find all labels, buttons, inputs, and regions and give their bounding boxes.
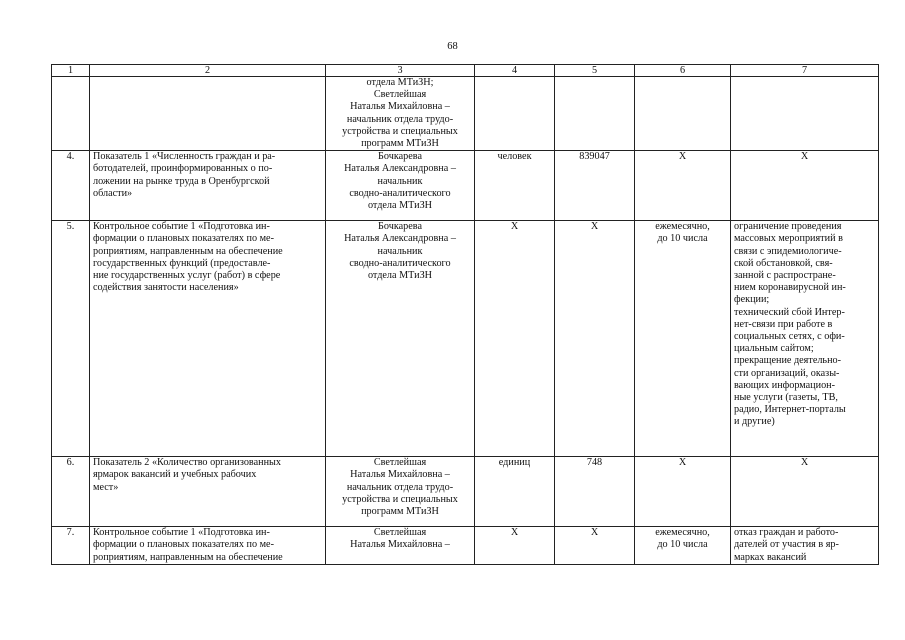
table-row: [52, 457, 879, 527]
description-cell-line: формации о плановых показателях по ме-: [93, 539, 274, 551]
notes-cell-line: циальным сайтом;: [734, 343, 814, 355]
notes-cell-line: нет-связи при работе в: [734, 318, 833, 330]
description-cell-line: содействия занятости населения»: [93, 282, 239, 294]
description-cell-line: роприятиям, направленным на обеспечение: [93, 551, 283, 563]
period-cell-line: до 10 числа: [657, 233, 708, 245]
notes-cell: [731, 151, 879, 221]
notes-cell-line: дателей от участия в яр-: [734, 539, 839, 551]
notes-cell: [731, 221, 879, 457]
column-header: 4: [475, 65, 555, 77]
notes-cell-line: отказ граждан и работо-: [734, 527, 839, 539]
notes-cell: [731, 77, 879, 151]
responsible-cell: [326, 457, 475, 527]
period-cell: [635, 221, 731, 457]
responsible-cell-line: программ МТиЗН: [361, 506, 439, 518]
period-cell: [635, 457, 731, 527]
row-number-cell: 5.: [52, 221, 90, 457]
table-header-row: [52, 65, 879, 77]
column-header: 2: [90, 65, 326, 77]
responsible-cell-line: начальник: [377, 175, 423, 187]
unit-cell: человек: [475, 151, 555, 221]
description-cell: [90, 221, 326, 457]
responsible-cell-line: программ МТиЗН: [361, 138, 439, 150]
table-row: [52, 77, 879, 151]
table-row: [52, 221, 879, 457]
notes-cell-line: марках вакансий: [734, 551, 807, 563]
description-cell-line: ярмарок вакансий и учебных рабочих: [93, 469, 257, 481]
notes-cell-line: массовых мероприятий в: [734, 233, 843, 245]
notes-cell-line: прекращение деятельно-: [734, 355, 842, 367]
description-cell-line: ложении на рынке труда в Оренбургской: [93, 175, 270, 187]
notes-cell-line: радио, Интернет-порталы: [734, 404, 846, 416]
document-table: [51, 64, 879, 565]
column-header: 7: [731, 65, 879, 77]
responsible-cell-line: отдела МТиЗН;: [366, 77, 434, 88]
responsible-cell-line: устройства и специальных: [342, 125, 458, 137]
responsible-cell-line: начальник отдела трудо-: [346, 481, 454, 493]
description-cell-line: ние государственных услуг (работ) в сфере: [93, 270, 281, 282]
responsible-cell-line: Наталья Михайловна –: [350, 101, 450, 113]
description-cell-line: ботодателей, проинформированных о по-: [93, 163, 273, 175]
notes-cell-line: ограничение проведения: [734, 221, 842, 233]
notes-cell-line: и другие): [734, 416, 775, 428]
row-number-cell: [52, 77, 90, 151]
period-cell-line: до 10 числа: [657, 539, 708, 551]
value-cell: 839047: [555, 151, 635, 221]
responsible-cell: [326, 77, 475, 151]
value-cell: [555, 77, 635, 151]
period-cell-line: X: [678, 151, 687, 163]
period-cell-line: ежемесячно,: [655, 221, 710, 233]
page-number: 68: [447, 41, 458, 52]
column-header: 3: [326, 65, 475, 77]
column-header: 6: [635, 65, 731, 77]
period-cell: [635, 151, 731, 221]
unit-cell: [475, 77, 555, 151]
period-cell: [635, 77, 731, 151]
responsible-cell-line: Бочкарева: [378, 221, 422, 233]
row-number-cell: 6.: [52, 457, 90, 527]
notes-cell: [731, 457, 879, 527]
period-cell: [635, 527, 731, 565]
table-row: [52, 151, 879, 221]
responsible-cell-line: устройства и специальных: [342, 493, 458, 505]
notes-cell-line: сти организаций, оказы-: [734, 367, 840, 379]
description-cell: [90, 457, 326, 527]
description-cell-line: Контрольное событие 1 «Подготовка ин-: [93, 527, 270, 539]
notes-cell-line: социальных сетях, с офи-: [734, 331, 845, 343]
column-header: 1: [52, 65, 90, 77]
notes-cell-line: вающих информацион-: [734, 379, 836, 391]
unit-cell: X: [475, 527, 555, 565]
description-cell-line: мест»: [93, 481, 119, 493]
description-cell-line: государственных функций (предоставле-: [93, 257, 271, 269]
responsible-cell-line: сводно-аналитического: [349, 257, 451, 269]
unit-cell: единиц: [475, 457, 555, 527]
responsible-cell-line: отдела МТиЗН: [367, 200, 433, 212]
description-cell-line: области»: [93, 187, 133, 199]
responsible-cell: [326, 527, 475, 565]
notes-cell-line: занной с распростране-: [734, 270, 836, 282]
notes-cell-line: технический сбой Интер-: [734, 306, 845, 318]
description-cell-line: роприятиям, направленным на обеспечение: [93, 245, 283, 257]
responsible-cell: [326, 151, 475, 221]
unit-cell: X: [475, 221, 555, 457]
responsible-cell-line: отдела МТиЗН: [367, 270, 433, 282]
notes-cell-line: фекции;: [734, 294, 770, 306]
description-cell-line: Показатель 1 «Численность граждан и ра-: [93, 151, 276, 163]
column-header: 5: [555, 65, 635, 77]
value-cell: X: [555, 221, 635, 457]
responsible-cell-line: сводно-аналитического: [349, 187, 451, 199]
notes-cell-line: ской обстановкой, свя-: [734, 257, 833, 269]
row-number-cell: 4.: [52, 151, 90, 221]
responsible-cell-line: Наталья Михайловна –: [350, 469, 450, 481]
value-cell: X: [555, 527, 635, 565]
responsible-cell-line: начальник отдела трудо-: [346, 113, 454, 125]
period-cell-line: X: [678, 457, 687, 469]
responsible-cell-line: Светлейшая: [373, 457, 427, 469]
notes-cell-line: X: [800, 457, 809, 469]
notes-cell-line: связи с эпидемиологиче-: [734, 245, 842, 257]
responsible-cell-line: Наталья Александровна –: [344, 163, 456, 175]
notes-cell-line: ные услуги (газеты, ТВ,: [734, 392, 838, 404]
period-cell-line: ежемесячно,: [655, 527, 710, 539]
responsible-cell-line: Бочкарева: [378, 151, 422, 163]
row-number-cell: 7.: [52, 527, 90, 565]
table-row: [52, 527, 879, 565]
description-cell: [90, 77, 326, 151]
responsible-cell-line: Светлейшая: [373, 89, 427, 101]
notes-cell: [731, 527, 879, 565]
responsible-cell: [326, 221, 475, 457]
responsible-cell-line: Наталья Александровна –: [344, 233, 456, 245]
notes-cell-line: X: [800, 151, 809, 163]
responsible-cell-line: Светлейшая: [373, 527, 427, 539]
description-cell-line: формации о плановых показателях по ме-: [93, 233, 274, 245]
description-cell-line: Показатель 2 «Количество организованных: [93, 457, 281, 469]
description-cell-line: Контрольное событие 1 «Подготовка ин-: [93, 221, 270, 233]
responsible-cell-line: Наталья Михайловна –: [350, 539, 450, 551]
notes-cell-line: нием коронавирусной ин-: [734, 282, 846, 294]
value-cell: 748: [555, 457, 635, 527]
description-cell: [90, 527, 326, 565]
responsible-cell-line: начальник: [377, 245, 423, 257]
description-cell: [90, 151, 326, 221]
